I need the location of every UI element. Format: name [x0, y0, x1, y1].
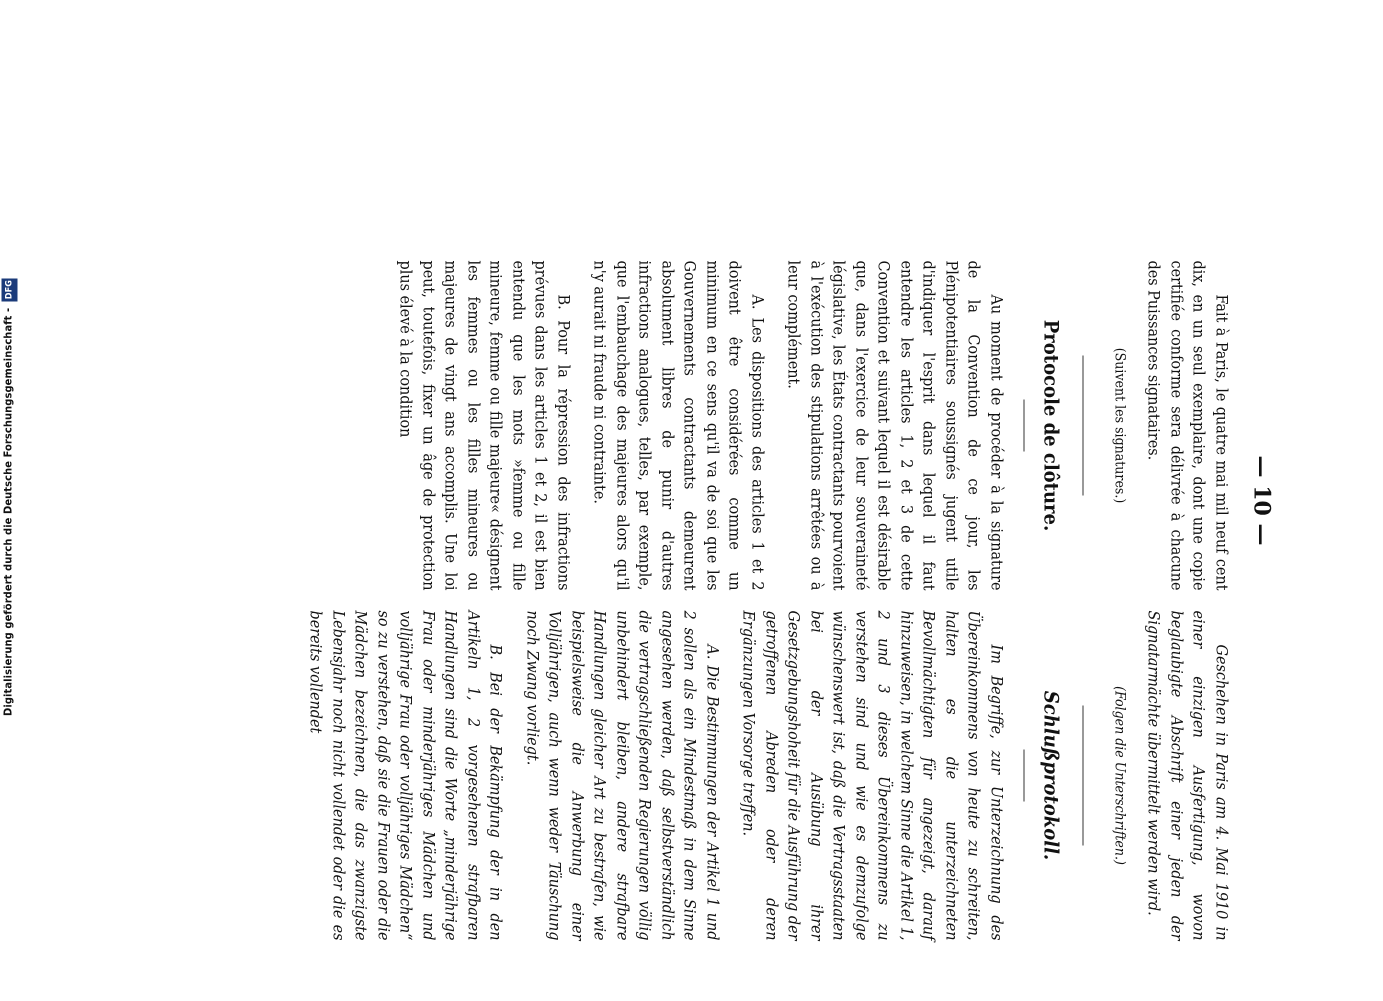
german-para-a: A. Die Bestimmungen der Artikel 1 und 2 sollen als ein Mindestmaß in dem Sinne angesehen werden, daß selbstverständlich die vertragschließenden Regierungen völlig unbehindert bleiben, andere strafbare Handlungen gleicher Art zu bestrafen, wie beispielsweise die Anwerbung einer Volljährigen, auch wenn weder Täuschung noch Zwang vorliegt. — [523, 610, 723, 941]
dfg-logo: DFG — [2, 278, 18, 301]
footer-text: Digitalisierung gefördert durch die Deutsche Forschungsgemeinschaft - — [1, 307, 15, 716]
heading-rule — [1024, 750, 1025, 802]
french-para-a: A. Les dispositions des articles 1 et 2 doivent être considérées comme un minimum en ce sens qu'il va de soi que les Gouvernements contractants demeurent absolument libres de punir d'autres infractions analogues, telles, par exemple, que l'embauchage des majeures alors qu'il n'y aurait ni fraude ni contrainte. — [591, 260, 768, 591]
german-para-b-text: Bei der Bekämpfung der in den Artikeln 1, 2 vorgesehenen strafbaren Handlungen sind die Worte „minderjährige Frau oder minderjähriges Mädchen und volljährige Frau oder volljähriges Mädchen“ so zu verstehen, daß sie die Frauen oder die Mädchen bezeichnen, die das zwanzigste Lebensjahr noch nicht vollendet oder die es bereits vollendet — [307, 610, 506, 941]
french-column — [395, 261, 1233, 591]
french-para-b: B. Pour la répression des infractions prévues dans les articles 1 et 2, il est bien entendu que les mots »femme ou fille mineure, femme ou fille majeure« désignent les femmes ou les filles mineures ou majeures de vingt ans accomplis. Une loi peut, toutefois, fixer un âge de protection plus élevé à la condition — [397, 260, 574, 591]
french-para-a-text: Les dispositions des articles 1 et 2 doivent être considérées comme un minimum en ce sens qu'il va de soi que les Gouvernements contractants demeurent absolument libres de punir d'autres infractions analogues, telles, par exemple, que l'embauchage des majeures alors qu'il n'y aurait ni fraude ni contrainte. — [591, 260, 768, 591]
page-number: — 10 — — [1248, 455, 1275, 546]
french-closing: Fait à Paris, le quatre mai mil neuf cent dix, en un seul exemplaire, dont une copie certifiée conforme sera délivrée à chacune des Puissances signataires. — [1145, 260, 1232, 591]
german-closing: Geschehen in Paris am 4. Mai 1910 in einer einzigen Ausfertigung, wovon beglaubigte Abschrift einer jeden der Signatarmächte übermittelt werden wird. — [1145, 610, 1232, 941]
section-divider — [1083, 706, 1084, 846]
french-intro: Au moment de procéder à la signature de la Convention de ce jour, les Plénipotentiaires soussignés jugent utile d'indiquer l'esprit dans lequel il faut entendre les articles 1, 2 et 3 de cette Convention et suivant lequel il est désirable que, dans l'exercice de leur souveraineté législative, les États contractants pourvoient à l'exécution des stipulations arrêtées ou à leur complément. — [785, 260, 1007, 591]
german-signatures-note: (Folgen die Unterschriften.) — [1111, 686, 1128, 865]
german-para-b: B. Bei der Bekämpfung der in den Artikeln 1, 2 vorgesehenen strafbaren Handlungen sind die Worte „minderjährige Frau oder minderjähriges Mädchen und volljährige Frau oder volljähriges Mädchen“ so zu verstehen, daß sie die Frauen oder die Mädchen bezeichnen, die das zwanzigste Lebensjahr noch nicht vollendet oder die es bereits vollendet — [307, 610, 506, 941]
german-column — [305, 611, 1233, 941]
german-protocol-heading: Schlußprotokoll. — [1040, 690, 1064, 861]
german-para-a-text: Die Bestimmungen der Artikel 1 und 2 sollen als ein Mindestmaß in dem Sinne angesehen werden, daß selbstverständlich die vertragschließenden Regierungen völlig unbehindert bleiben, andere strafbare Handlungen gleicher Art zu bestrafen, wie beispielsweise die Anwerbung einer Volljährigen, auch wenn weder Täuschung noch Zwang vorliegt. — [523, 610, 723, 941]
french-para-b-text: Pour la répression des infractions prévues dans les articles 1 et 2, il est bien entendu que les mots »femme ou fille mineure, femme ou fille majeure« désignent les femmes ou les filles mineures ou majeures de vingt ans accomplis. Une loi peut, toutefois, fixer un âge de protection plus élevé à la condition — [397, 260, 574, 591]
section-divider — [1083, 356, 1084, 496]
german-intro: Im Begriffe, zur Unterzeichnung des Übereinkommens von heute zu schreiten, halten es die unterzeichneten Bevollmächtigten für angezeigt, darauf hinzuweisen, in welchem Sinne die Artikel 1, 2 und 3 dieses Übereinkommens zu verstehen sind und wie es demzufolge wünschenswert ist, daß die Vertragsstaaten bei der Ausübung ihrer Gesetzgebungshoheit für die Ausführung der getroffenen Abreden oder deren Ergänzungen Vorsorge treffen. — [740, 610, 1007, 941]
rotated-page — [0, 1, 1383, 1001]
french-protocol-heading: Protocole de clôture. — [1040, 319, 1064, 532]
heading-rule — [1024, 400, 1025, 452]
french-signatures-note: (Suivent les signatures.) — [1111, 347, 1128, 504]
